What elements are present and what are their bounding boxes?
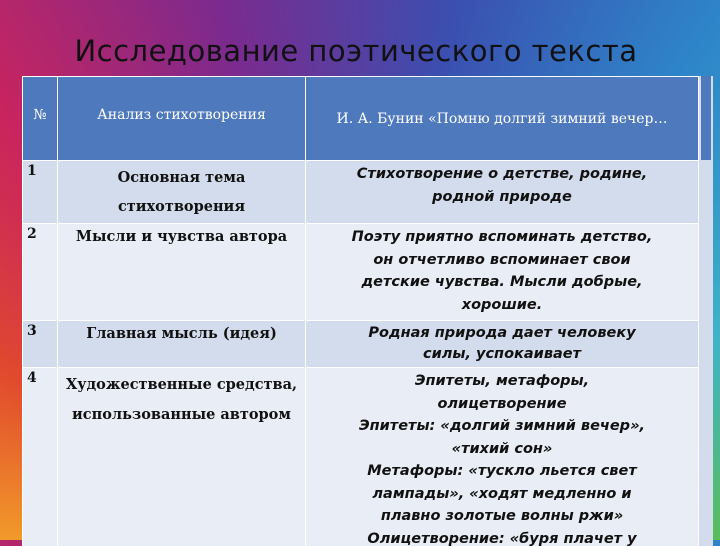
row-content — [306, 224, 699, 321]
header-poem: И. А. Бунин «Помню долгий зимний вечер… — [306, 77, 699, 161]
table-row — [23, 161, 699, 224]
table-edge-strip — [698, 76, 713, 546]
row-analysis: Основная тема стихотворения — [58, 161, 306, 224]
content-line: Эпитеты, метафоры, — [310, 370, 694, 393]
table-row — [23, 321, 699, 368]
analysis-table — [22, 76, 699, 546]
table-edge-header-block — [701, 76, 711, 160]
content-line: Метафоры: «тускло льется свет — [310, 460, 694, 483]
table-header-row — [23, 77, 699, 161]
row-content — [306, 161, 699, 224]
content-line: хорошие. — [310, 294, 694, 317]
row-analysis: Мысли и чувства автора — [58, 224, 306, 321]
table-row — [23, 368, 699, 546]
content-line: Родная природа дает человеку — [310, 323, 694, 344]
page-title: Исследование поэтического текста — [0, 34, 712, 68]
header-analysis: Анализ стихотворения — [58, 77, 306, 161]
content-line: плавно золотые волны ржи» — [310, 505, 694, 528]
analysis-table-container — [22, 76, 710, 546]
row-analysis: Главная мысль (идея) — [58, 321, 306, 368]
content-line: он отчетливо вспоминает свои — [310, 249, 694, 272]
table-row — [23, 224, 699, 321]
row-number: 3 — [23, 321, 58, 368]
row-analysis: Художественные средства, использованные автором — [58, 368, 306, 546]
content-line: Олицетворение: «буря плачет у — [310, 528, 694, 546]
row-number: 2 — [23, 224, 58, 321]
row-content — [306, 321, 699, 368]
content-line: Эпитеты: «долгий зимний вечер», — [310, 415, 694, 438]
content-line: силы, успокаивает — [310, 344, 694, 365]
header-number: № — [23, 77, 58, 161]
row-number: 4 — [23, 368, 58, 546]
row-number: 1 — [23, 161, 58, 224]
content-line: родной природе — [310, 186, 694, 209]
content-line: «тихий сон» — [310, 438, 694, 461]
content-line: олицетворение — [310, 393, 694, 416]
row-content — [306, 368, 699, 546]
content-line: детские чувства. Мысли добрые, — [310, 271, 694, 294]
content-line: Поэту приятно вспоминать детство, — [310, 226, 694, 249]
content-line: Стихотворение о детстве, родине, — [310, 163, 694, 186]
content-line: лампады», «ходят медленно и — [310, 483, 694, 506]
